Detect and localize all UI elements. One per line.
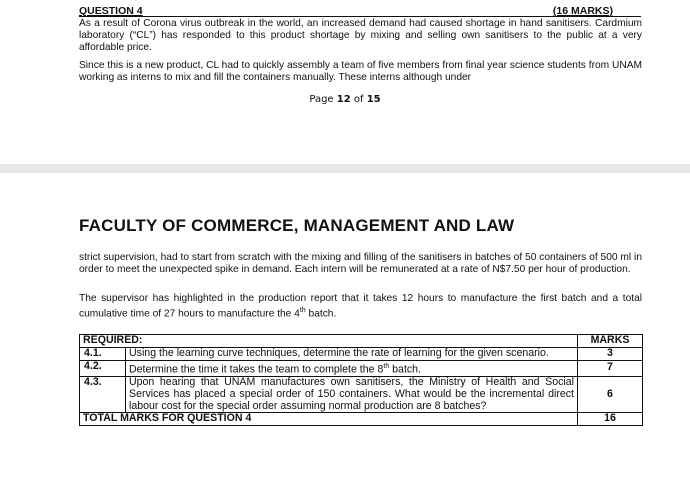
required-table — [79, 334, 643, 426]
question-heading — [79, 5, 641, 17]
required-label: REQUIRED: — [80, 335, 578, 348]
marks-header: MARKS — [578, 335, 643, 348]
table-row — [80, 360, 643, 376]
page-current: 12 — [336, 94, 351, 105]
question-number: 4.1. — [80, 347, 126, 360]
page-number: Page 12 of 15 — [309, 94, 381, 105]
question-marks-value: 6 — [578, 376, 643, 412]
question-number: 4.2. — [80, 360, 126, 376]
intro-paragraph: As a result of Corona virus outbreak in the world, an increased demand had caused shortage in hand sanitisers. Cardmium laboratory (“CL”) has responded to this product shortage by mixing and selling own sanitisers to the public at a very affordable price. — [79, 18, 642, 53]
total-label: TOTAL MARKS FOR QUESTION 4 — [80, 413, 578, 426]
page-total: 15 — [366, 94, 381, 105]
supervision-paragraph: strict supervision, had to start from scratch with the mixing and filling of the sanitisers in batches of 50 containers of 500 ml in order to meet the unexpected spike in demand. Each intern will be remunerated at a rate of N$7.50 per hour of production. — [79, 252, 642, 275]
table-row — [80, 376, 643, 412]
total-marks: 16 — [578, 413, 643, 426]
question-text: Determine the time it takes the team to complete the 8th batch. — [126, 360, 578, 376]
heading-rule — [79, 16, 641, 17]
faculty-title: FACULTY OF COMMERCE, MANAGEMENT AND LAW — [79, 216, 515, 235]
table-total-row — [80, 413, 643, 426]
question-marks: (16 MARKS) — [552, 5, 613, 17]
production-report-paragraph: The supervisor has highlighted in the production report that it takes 12 hours to manufacture the first batch and a total cumulative time of 27 hours to manufacture the 4th batch. — [79, 293, 642, 320]
page-12 — [0, 0, 690, 164]
team-paragraph: Since this is a new product, CL had to quickly assembly a team of five members from final year science students from UNAM working as interns to mix and fill the containers manually. These interns although under — [79, 60, 642, 83]
table-header-row — [80, 335, 643, 348]
question-marks-value: 3 — [578, 347, 643, 360]
question-text: Using the learning curve techniques, determine the rate of learning for the given scenario. — [126, 347, 578, 360]
question-text: Upon hearing that UNAM manufactures own sanitisers, the Ministry of Health and Social Services has placed a special order of 150 containers. What would be the incremental direct labour cost for the special order assuming normal production are 8 batches? — [126, 376, 578, 412]
question-number: 4.3. — [80, 376, 126, 412]
table-row — [80, 347, 643, 360]
question-marks-value: 7 — [578, 360, 643, 376]
question-title: QUESTION 4 — [79, 5, 143, 17]
page-separator — [0, 164, 690, 173]
